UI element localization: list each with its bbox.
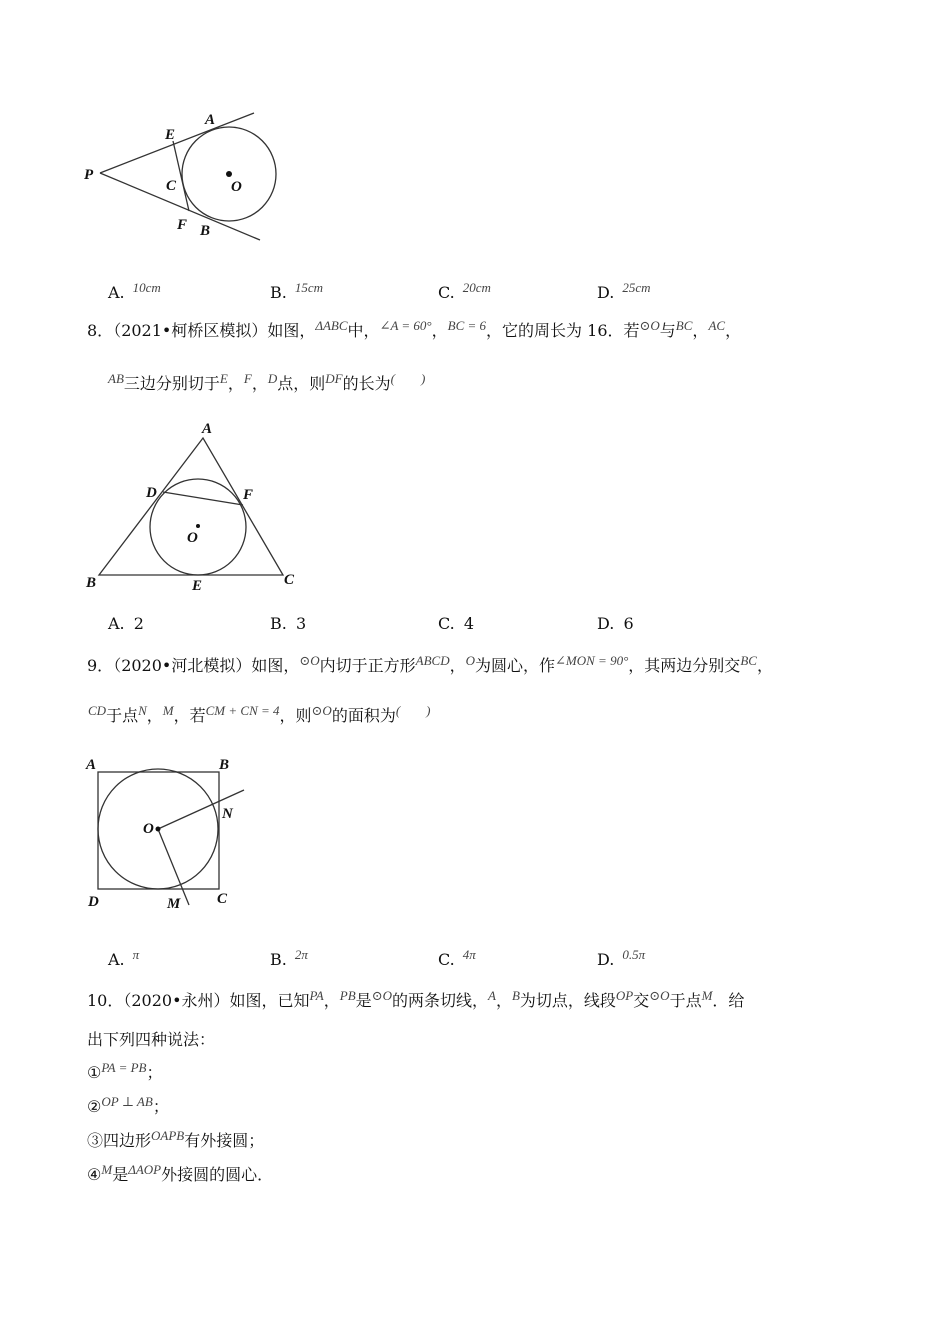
label-c: C — [166, 178, 177, 194]
text-run: 内切于正方形 — [319, 656, 416, 675]
text-run: ， — [756, 656, 773, 675]
label-a: A — [202, 421, 213, 437]
math-expression: ( ) — [395, 703, 431, 718]
text-run: ，其两边分别交 — [628, 656, 741, 675]
math-expression: BC = 6 — [447, 318, 487, 333]
label-d: D — [88, 894, 99, 910]
text-run: ， — [431, 321, 448, 340]
math-expression: DF — [325, 371, 343, 386]
label-f: F — [177, 217, 188, 233]
text-run: 交 — [633, 991, 650, 1010]
math-expression: M — [162, 703, 174, 718]
math-expression: AC — [708, 318, 726, 333]
text-run: 的长为 — [342, 374, 391, 393]
q8-line-1: 8．（2021•柯桥区模拟）如图，$^{\Delta ABC}$中，$^{\angle A = 60^\circ}$，$^{BC = 6}$，它的周长为 16．若$^{⊙O}$与$^{BC}$，$^{AC}$， — [87, 318, 742, 340]
q8-option-d[interactable]: D. 6 — [597, 614, 634, 633]
label-n: N — [222, 806, 233, 822]
q7-option-c[interactable]: C. $^{20cm}$ — [438, 280, 491, 302]
q10-item-3 — [87, 1128, 264, 1151]
math-expression: ⊙O — [371, 988, 392, 1003]
text-run: 是 — [355, 991, 372, 1010]
text-run: 于点 — [106, 706, 139, 725]
q7-option-d[interactable]: D. $^{25cm}$ — [597, 280, 651, 302]
q10-line-2: 出下列四种说法： — [87, 1030, 216, 1049]
text-run: ．给 — [712, 991, 745, 1010]
q9-line1-segments — [299, 653, 773, 675]
text-run: 有外接圆； — [184, 1131, 265, 1150]
q9-line2-segments — [88, 703, 431, 725]
q9-option-c[interactable]: C. $^{4\pi}$ — [438, 947, 476, 969]
label-b: B — [86, 575, 97, 591]
center-point — [226, 171, 232, 177]
label-c: C — [284, 572, 295, 588]
q8-line2-segments — [108, 371, 426, 393]
text-run: ① — [87, 1063, 102, 1082]
label-a: A — [86, 757, 97, 773]
label-m: M — [167, 896, 181, 912]
label-c: C — [217, 891, 228, 907]
ray-om — [158, 829, 189, 905]
label-b: B — [200, 223, 211, 239]
math-expression: CM + CN = 4 — [205, 703, 280, 718]
text-run: ， — [449, 656, 466, 675]
text-run: ， — [227, 374, 244, 393]
q9-line-1: 9．（2020•河北模拟）如图，$^{⊙O}$内切于正方形$^{ABCD}$，$^O$为圆心，作$^{\angle MON = 90^\circ}$，其两边分别交$^{BC}$， — [87, 653, 773, 675]
label-a: A — [205, 112, 216, 128]
text-run: ， — [146, 706, 163, 725]
q10-item-1-segments — [87, 1060, 163, 1082]
text-run: ， — [692, 321, 709, 340]
q10-item-4 — [87, 1162, 273, 1185]
q8-line-2 — [108, 371, 425, 394]
text-run: 于点 — [669, 991, 702, 1010]
text-run: ④ — [87, 1165, 102, 1184]
label-o: O — [143, 821, 154, 837]
math-expression: ∠MON = 90° — [555, 653, 629, 668]
q9-option-a[interactable]: A. $^\pi$ — [108, 947, 140, 969]
q8-option-c[interactable]: C. 4 — [438, 614, 475, 633]
text-run: ③四边形 — [87, 1131, 152, 1150]
math-expression: BC — [740, 653, 757, 668]
text-run: ，若 — [173, 706, 206, 725]
q9-line-2 — [88, 703, 431, 726]
math-expression: E — [219, 371, 228, 386]
label-p: P — [84, 167, 94, 183]
q9-figure — [84, 752, 254, 912]
label-b: B — [219, 757, 230, 773]
math-expression: D — [267, 371, 278, 386]
math-expression: ∠A = 60° — [379, 318, 432, 333]
math-expression: OAPB — [151, 1128, 185, 1143]
label-o: O — [187, 530, 198, 546]
q9-option-d[interactable]: D. $^{0.5\pi}$ — [597, 947, 646, 969]
text-run: 为圆心，作 — [475, 656, 556, 675]
q8-line1-segments — [315, 318, 742, 340]
math-expression: PB — [339, 988, 356, 1003]
tangent-line-ef — [173, 141, 189, 211]
label-f: F — [243, 487, 254, 503]
math-expression: PA = PB — [101, 1060, 147, 1075]
math-expression: M — [701, 988, 713, 1003]
math-expression: B — [511, 988, 520, 1003]
triangle-abc — [99, 438, 283, 575]
math-expression: ⊙O — [639, 318, 660, 333]
q10-line-1: 10．（2020•永州）如图，已知$^{PA}$，$^{PB}$是$^{⊙O}$的两条切线，$^A$，$^B$为切点，线段$^{OP}$交$^{⊙O}$于点$^M$．给 — [87, 988, 745, 1010]
text-run: ② — [87, 1097, 102, 1116]
math-expression: OP — [615, 988, 634, 1003]
text-run: ； — [146, 1063, 163, 1082]
tangent-line-pa — [100, 113, 254, 173]
segment-df — [163, 492, 243, 505]
math-expression: F — [243, 371, 252, 386]
math-expression: CD — [88, 703, 107, 718]
math-expression: BC — [675, 318, 693, 333]
math-expression: M — [101, 1162, 113, 1177]
text-run: ， — [725, 321, 742, 340]
math-expression: AB — [108, 371, 124, 386]
q10-item-4-segments — [87, 1162, 274, 1184]
text-run: 的面积为 — [331, 706, 396, 725]
text-run: 是 — [112, 1165, 129, 1184]
math-expression: ( ) — [390, 371, 426, 386]
q10-item-1 — [87, 1060, 163, 1083]
label-o: O — [231, 179, 242, 195]
math-expression: ΔABC — [315, 318, 348, 333]
text-run: 三边分别切于 — [123, 374, 220, 393]
label-e: E — [165, 127, 176, 143]
text-run: 点，则 — [277, 374, 326, 393]
text-run: ， — [495, 991, 512, 1010]
math-expression: OP ⊥ AB — [101, 1094, 153, 1109]
math-expression: ⊙O — [311, 703, 332, 718]
q7-option-a[interactable]: A. $^{10cm}$ — [108, 280, 161, 302]
math-expression: O — [465, 653, 476, 668]
text-run: ，它的周长为 16．若 — [486, 321, 640, 340]
q10-line1-segments — [309, 988, 745, 1010]
text-run: 为切点，线段 — [519, 991, 616, 1010]
text-run: ， — [251, 374, 268, 393]
text-run: ，则 — [279, 706, 312, 725]
text-run: 的两条切线， — [391, 991, 488, 1010]
math-expression: ΔAOP — [128, 1162, 162, 1177]
q7-figure — [80, 100, 280, 250]
math-expression: ⊙O — [299, 653, 320, 668]
label-d: D — [146, 485, 157, 501]
math-expression: N — [138, 703, 147, 718]
text-run: ， — [323, 991, 340, 1010]
math-expression: ⊙O — [649, 988, 670, 1003]
math-expression: A — [487, 988, 496, 1003]
label-e: E — [192, 578, 203, 594]
text-run: ； — [152, 1097, 169, 1116]
q10-item-2 — [87, 1094, 169, 1117]
q10-item-2-segments — [87, 1094, 169, 1116]
center-point — [156, 827, 161, 832]
math-expression: PA — [309, 988, 324, 1003]
q8-figure — [82, 415, 302, 595]
q7-option-b[interactable]: B. $^{15cm}$ — [270, 280, 324, 302]
math-expression: ABCD — [415, 653, 450, 668]
q8-option-b[interactable]: B. 3 — [270, 614, 307, 633]
text-run: 外接圆的圆心． — [161, 1165, 274, 1184]
center-point — [196, 524, 200, 528]
text-run: 与 — [659, 321, 676, 340]
q8-option-a[interactable]: A. 2 — [108, 614, 144, 633]
q10-item-3-segments — [87, 1128, 265, 1150]
text-run: 中， — [347, 321, 380, 340]
q9-option-b[interactable]: B. $^{2\pi}$ — [270, 947, 308, 969]
